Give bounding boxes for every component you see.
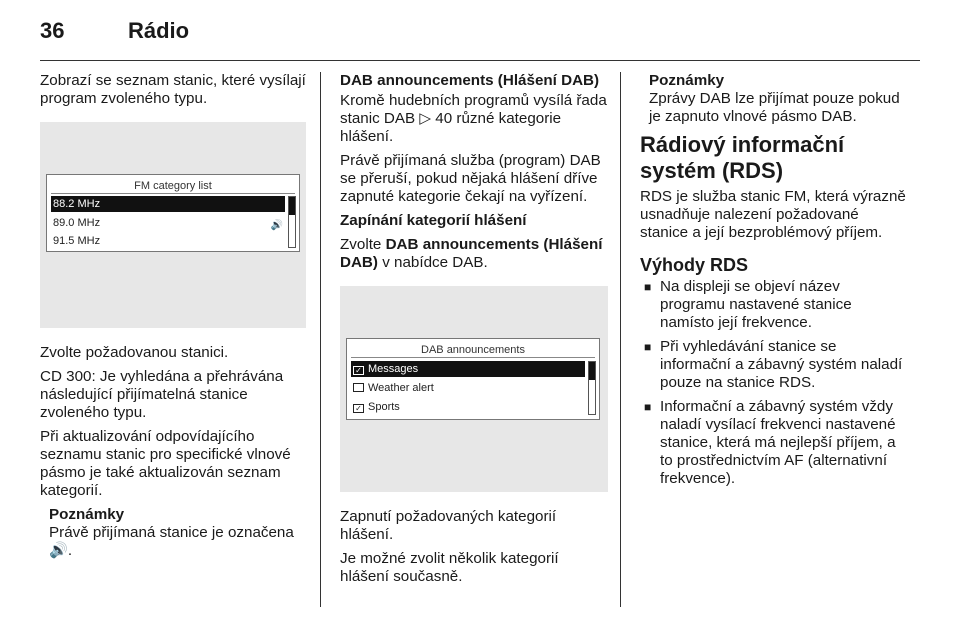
screen-title: FM category list	[134, 180, 212, 192]
list-item: ■ Informační a zábavný systém vždy naladí vysílací frekvenci nastavené stanice, která má nejlepší příjem, a to prostřednictvím AF (alternativní frekvence).	[640, 398, 906, 488]
subheading: Zapínání kategorií hlášení	[340, 212, 527, 229]
note-title: Poznámky	[649, 72, 725, 89]
dab-announcements-screen	[346, 338, 600, 420]
note-title: Poznámky	[49, 506, 125, 523]
list-item: ■ Na displeji se objeví název programu nastavené stanice namísto její frekvence.	[640, 278, 906, 332]
page-header	[40, 14, 920, 58]
page-reference-icon: ▷	[419, 110, 432, 127]
checkbox-empty-icon	[353, 383, 364, 392]
bullet-list	[640, 278, 906, 488]
list-item[interactable]: ✓ Sports	[351, 399, 585, 415]
scrollbar-thumb[interactable]	[589, 362, 595, 380]
paragraph: Při aktualizování odpovídajícího seznamu stanic pro specifické vlnové pásmo je také aktualizován seznam kategorií.	[40, 428, 291, 499]
paragraph: Je možné zvolit několik kategorií hlášení současně.	[340, 550, 559, 585]
paragraph: Zvolte DAB announcements (Hlášení DAB) v nabídce DAB.	[340, 236, 603, 271]
scrollbar[interactable]	[588, 361, 596, 415]
column-divider-1	[320, 72, 321, 607]
section-heading: DAB announcements (Hlášení DAB)	[340, 72, 600, 89]
column-3	[640, 72, 906, 494]
list-item[interactable]: 91.5 MHz	[53, 235, 101, 247]
note-box	[49, 506, 306, 560]
fm-category-screen	[46, 174, 300, 252]
paragraph: Zapnutí požadovaných kategorií hlášení.	[340, 508, 557, 543]
list-item[interactable]: ✓ Messages	[351, 361, 585, 377]
screen-divider	[51, 193, 295, 194]
fm-category-screenshot	[40, 122, 306, 328]
paragraph: RDS je služba stanic FM, která výrazně usnadňuje nalezení požadované stanice a její bezproblémový příjem.	[640, 188, 906, 241]
list-item[interactable]: 88.2 MHz	[51, 196, 285, 212]
note-box	[649, 72, 906, 126]
note-text: Právě přijímaná stanice je označena 🔊.	[49, 524, 294, 559]
paragraph: Kromě hudebních programů vysílá řada stanic DAB ▷ 40 různé kategorie hlášení.	[340, 92, 607, 145]
scrollbar-thumb[interactable]	[289, 197, 295, 215]
speaker-icon: 🔊	[49, 542, 68, 559]
checkbox-checked-icon: ✓	[353, 366, 364, 375]
checkbox-checked-icon: ✓	[353, 404, 364, 413]
column-1	[40, 72, 306, 560]
list-item[interactable]: 89.0 MHz	[53, 217, 101, 229]
subsection-heading: Výhody RDS	[640, 255, 749, 275]
scrollbar[interactable]	[288, 196, 296, 248]
paragraph: Právě přijímaná služba (program) DAB se přeruší, pokud nějaká hlášení dříve zapnuté kategorie čekají na vyřízení.	[340, 152, 601, 205]
screen-divider	[351, 357, 595, 358]
paragraph: Zvolte požadovanou stanici.	[40, 344, 229, 361]
header-rule	[40, 60, 920, 61]
page-title: Rádio	[128, 18, 190, 43]
speaker-icon: 🔊	[270, 220, 283, 231]
list-item: ■ Při vyhledávání stanice se informační a zábavný systém naladí pouze na stanice RDS.	[640, 338, 906, 392]
screen-title: DAB announcements	[421, 344, 525, 356]
paragraph: CD 300: Je vyhledána a přehrávána následující přijímatelná stanice zvoleného typu.	[40, 368, 284, 421]
column-divider-2	[620, 72, 621, 607]
note-text: Zprávy DAB lze přijímat pouze pokud je zapnuto vlnové pásmo DAB.	[649, 90, 900, 125]
dab-announcements-screenshot	[340, 286, 608, 492]
section-heading: Rádiový informační systém (RDS)	[640, 132, 845, 183]
page-number: 36	[40, 18, 65, 43]
list-item[interactable]: Weather alert	[351, 380, 585, 396]
paragraph: Zobrazí se seznam stanic, které vysílají program zvoleného typu.	[40, 72, 306, 107]
column-2	[340, 72, 608, 592]
